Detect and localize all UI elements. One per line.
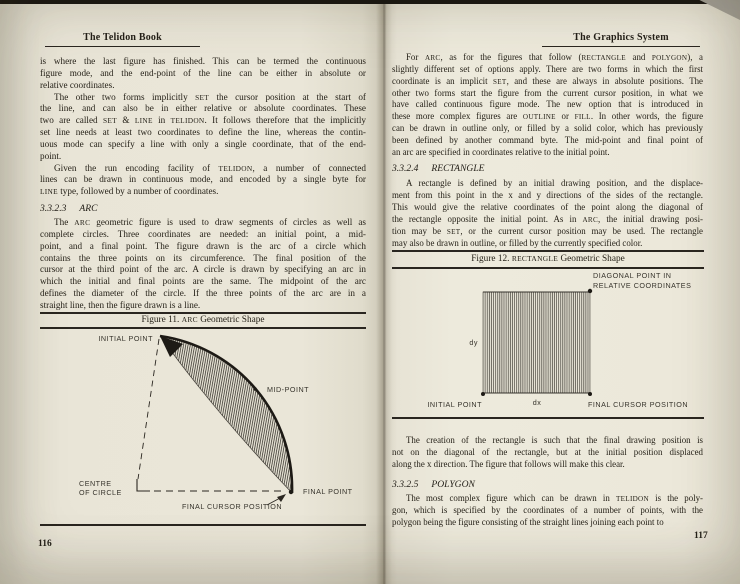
left-running-head: The Telidon Book [45, 32, 200, 47]
text-line: The creation of the rectangle is such that the final drawing position is [406, 435, 703, 445]
text-line: an arc are specified in coordinates relative to the initial point. [392, 146, 610, 157]
paragraph-polygon [392, 493, 703, 529]
photo-top-edge [0, 0, 740, 4]
text-line: not on the diagonal of the rectangle, but at the initial position displaced [392, 446, 703, 457]
diagonal-point-dot [588, 289, 592, 293]
text-line: tion may be SET, or the current cursor position may be used. The rectangle [392, 225, 703, 236]
final-cursor-label: FINAL CURSOR POSITION [181, 502, 283, 511]
mid-point-dot [253, 387, 257, 391]
text-line: For ARC, as for the figures that follow (RECTANGLE and POLYGON), a [406, 52, 703, 62]
text-line: A rectangle is defined by an initial drawing position, and the displace- [406, 178, 703, 189]
paragraph-arc [40, 217, 366, 312]
text-line: defines the diameter of the circle. If the three points of the arc are in a [40, 288, 366, 299]
initial-point-label: INITIAL POINT [427, 400, 482, 409]
figure12-bottom-rule [392, 417, 704, 419]
paragraph-arc-options [392, 52, 703, 159]
text-line: Given the run encoding facility of TELIDON, a number of connected [54, 162, 366, 173]
text-line: set line needs at least two coordinates to define the line, whereas the contin- [40, 127, 366, 138]
text-line: the rectangle opposite the initial point. As in ARC, the initial drawing posi- [392, 213, 703, 224]
text-line: along the x direction. The figure that follows will make this clear. [392, 458, 625, 469]
text-line: can be drawn in outline only, or filled by a solid color, which has previously [392, 123, 703, 134]
final-point-dot [289, 490, 293, 494]
paragraph-set-line [40, 92, 366, 163]
text-line: slightly different set of options apply. There are two forms in which the first [392, 63, 703, 74]
text-line: figure mode, and the end-point of the line can be either in absolute or [40, 67, 366, 78]
paragraph-continuation [40, 56, 366, 92]
diagonal-point-label-line2: RELATIVE COORDINATES [593, 281, 692, 290]
text-line: is where the last figure has finished. This can be termed the continuous [40, 56, 366, 66]
right-page-number: 117 [694, 531, 708, 541]
text-line: lines can be drawn in continuous mode, and encoded by a single byte for [40, 174, 366, 185]
figure11-arc-diagram [40, 330, 366, 520]
text-line: ment from this point in the x and y directions of the sides of the rectangle. [392, 190, 703, 201]
section-heading-polygon [392, 479, 703, 491]
text-line: other two forms start the figure from the current cursor position, in what we [392, 87, 703, 98]
text-line: uous mode can specify a line with only a single coordinate, that of the end- [40, 138, 366, 149]
right-running-head: The Graphics System [542, 32, 700, 47]
final-cursor-dot [588, 392, 592, 396]
initial-point-dot [481, 392, 485, 396]
paragraph-run-encoding [40, 163, 366, 199]
text-line: The ARC geometric figure is used to draw segments of circles as well as [54, 216, 366, 227]
text-line: cursor at the third point of the arc. A circle is drawn by specifying an arc in [40, 264, 366, 275]
figure12-caption: Figure 12. RECTANGLE Geometric Shape [471, 254, 625, 264]
text-line: been defined by another command byte. The mid-point and final point of [392, 134, 703, 145]
text-line: two are called SET & LINE in TELIDON. It follows therefore that the implicitly [40, 115, 366, 126]
section-number: 3.3.2.5 [392, 478, 419, 490]
centre-label-line1: CENTRE [79, 479, 112, 488]
text-line: straight line, then the figure drawn is a line. [40, 299, 201, 310]
figure11-caption-rule [40, 327, 366, 329]
text-line: contains the three points on its circumference. The final position of the [40, 252, 366, 263]
text-line: The other two forms implicitly SET the cursor position at the start of [54, 91, 366, 102]
rectangle-fill [483, 292, 590, 393]
mid-point-label: MID-POINT [267, 385, 310, 394]
dx-label: dx [532, 398, 542, 407]
centre-angle-mark [137, 479, 150, 491]
paragraph-rectangle [392, 178, 703, 249]
text-line: point, and a final point. The figure drawn is the arc of a circle which [40, 240, 366, 251]
section-heading-arc [40, 203, 366, 215]
figure11-caption: Figure 11. ARC Geometric Shape [141, 315, 265, 325]
text-line: the line, and can also be in either relative or absolute coordinates. These [40, 103, 366, 114]
section-title: POLYGON [431, 478, 475, 490]
text-line: which the initial and final points are the same. The midpoint of the arc [40, 276, 366, 287]
radius-dashed-line [138, 339, 159, 479]
final-cursor-label: FINAL CURSOR POSITION [588, 400, 689, 409]
text-line: polygon being the figure consisting of the straight lines joining each point to [392, 517, 664, 528]
section-number: 3.3.2.4 [392, 162, 419, 174]
text-line: coordinate is an implicit SET, and these are always in absolute positions. The [392, 75, 703, 86]
text-line: these more complex figures are OUTLINE or FILL. In other words, the figure [392, 111, 703, 122]
text-line: This would give the relative coordinates of the point along the diagonal of [392, 202, 703, 213]
right-page [383, 0, 740, 584]
text-line: complete circles. Three coordinates are needed: an initial point, a mid- [40, 228, 366, 239]
text-line: The most complex figure which can be drawn in TELIDON is the poly- [406, 493, 703, 504]
text-line: point. [40, 150, 62, 161]
section-number: 3.3.2.3 [40, 203, 67, 215]
text-line: gon, which is specified by the coordinates of a number of points, with the [392, 505, 703, 516]
text-line: relative coordinates. [40, 79, 115, 90]
figure11-bottom-rule [40, 524, 366, 526]
final-cursor-arrowhead [277, 494, 286, 502]
figure12-rectangle-diagram [392, 268, 704, 414]
diagonal-point-label-line1: DIAGONAL POINT IN [593, 271, 672, 280]
section-heading-rectangle [392, 163, 703, 175]
text-line: may also be drawn in outline, or filled by the currently specified color. [392, 237, 643, 248]
text-line: have called continuous figure mode. The new option that is introduced in [392, 99, 703, 110]
section-title: RECTANGLE [431, 162, 485, 174]
centre-label-line2: OF CIRCLE [79, 488, 122, 497]
paragraph-creation [392, 435, 703, 471]
initial-point-label: INITIAL POINT [98, 334, 153, 343]
final-point-label: FINAL POINT [303, 487, 353, 496]
left-page-number: 116 [38, 539, 52, 549]
right-body-text-lower [392, 435, 703, 529]
text-line: LINE type, followed by a number of coordinates. [40, 186, 219, 197]
right-body-text-upper [392, 52, 703, 250]
section-title: ARC [79, 203, 98, 215]
dy-label: dy [469, 338, 478, 347]
left-body-text [40, 56, 366, 312]
